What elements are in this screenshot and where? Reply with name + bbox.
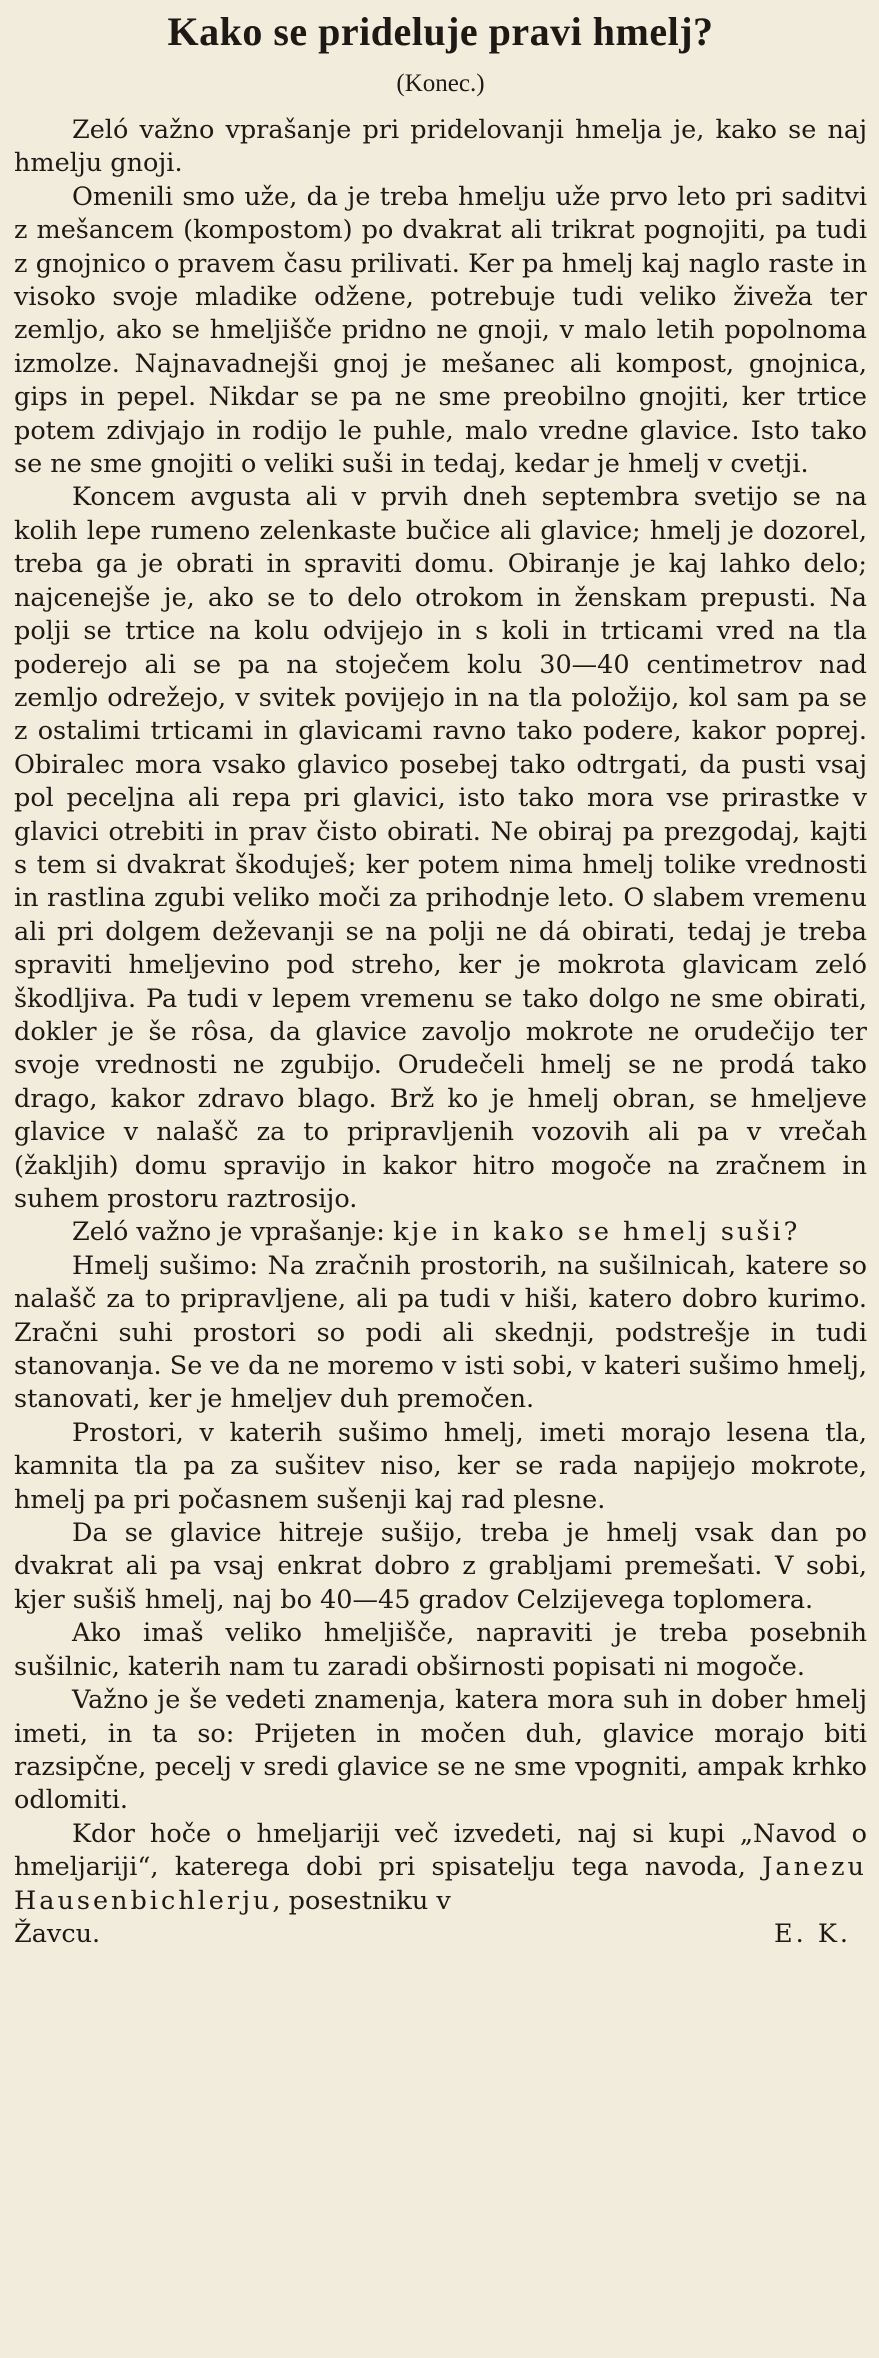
paragraph-further-reading	[14, 1818, 867, 1918]
closing-line	[14, 1918, 867, 1951]
signature: E. K.	[774, 1918, 851, 1949]
author-name: Janezu Hausenbichlerju	[14, 1852, 867, 1916]
drying-question-emphasis: kje in kako se hmelj suši?	[392, 1217, 801, 1248]
paragraph-drying-floors: Prostori, v katerih sušimo hmelj, imeti morajo lesena tla, kamnita tla pa za sušitev niso, ker se rada napijejo mokrote, hmelj pa pri počasnem sušenji kaj rad plesne.	[14, 1417, 867, 1515]
further-reading-lead: Kdor hoče o hmeljariji več izvedeti, naj si kupi „Navod o hmeljariji“, katerega dobi pri spisatelju tega navoda,	[14, 1818, 867, 1883]
paragraph-drying-houses: Ako imaš veliko hmeljišče, napraviti je treba posebnih sušilnic, katerih nam tu zaradi obširnosti popisati ni mogoče.	[14, 1618, 867, 1682]
paragraph-harvesting: Koncem avgusta ali v prvih dneh septembra svetijo se na kolih lepe rumeno zelenkaste bučice ali glavice; hmelj je dozorel, treba ga je obrati in spraviti domu. Obiranje je kaj lahko delo; najcenejše je, ako se to delo otrokom in ženskam prepusti. Na polji se trtice na kolu odvijejo in s koli in trticami vred na tla poderejo ali se pa na stoječem kolu 30—40 centimetrov nad zemljo odrežejo, v svitek povijejo in na tla položijo, kol sam pa se z ostalimi trticami in glavicami ravno tako podere, kakor poprej. Obiralec mora vsako glavico posebej tako odtrgati, da pusti vsaj pol peceljna ali repa pri glavici, isto tako mora vse prirastke v glavici otrebiti in prav čisto obirati. Ne obiraj pa prezgodaj, kajti s tem si dvakrat škoduješ; ker potem nima hmelj tolike vrednosti in rastlina zgubi veliko moči za prihodnje leto. O slabem vremenu ali pri dolgem deževanji se na polji ne dá obirati, tedaj je treba spraviti hmeljevino pod streho, ker je mokrota glavicam zeló škodljiva. Pa tudi v lepem vremenu se tako dolgo ne sme obirati, dokler je še rôsa, da glavice zavoljo mokrote ne orudečijo ter svoje vrednosti ne zgubijo. Orudečeli hmelj se ne prodá tako drago, kakor zdravo blago. Brž ko je hmelj obran, se hmeljeve glavice v nalašč za to pripravljenih vozovih ali pa v vrečah (žakljih) domu spravijo in kakor hitro mogoče na zračnem in suhem prostoru raztrosijo.	[14, 482, 867, 1214]
paragraph-drying-question	[14, 1216, 867, 1249]
drying-question-lead: Zeló važno je vprašanje:	[72, 1217, 393, 1248]
further-reading-tail: , posestniku v	[272, 1885, 451, 1916]
place-name: Žavcu.	[14, 1918, 101, 1949]
paragraph-fertilizing: Omenili smo uže, da je treba hmelju uže prvo leto pri saditvi z mešancem (kompostom) po dvakrat ali trikrat pognojiti, pa tudi z gnojnico o pravem času prilivati. Ker pa hmelj kaj naglo raste in visoko svoje mladike odžene, potrebuje tudi veliko živeža ter zemljo, ako se hmeljišče pridno ne gnoji, v malo letih popolnoma izmolze. Najnavadnejši gnoj je mešanec ali kompost, gnojnica, gips in pepel. Nikdar se pa ne sme preobilno gnojiti, ker trtice potem zdivjajo in rodijo le puhle, malo vredne glavice. Isto tako se ne sme gnojiti o veliki suši in tedaj, kedar je hmelj v cvetji.	[14, 181, 867, 480]
paragraph-quality-signs: Važno je še vedeti znamenja, katera mora suh in dober hmelj imeti, in ta so: Prijeten in močen duh, glavice morajo biti razsipčne, pecelj v sredi glavice se ne sme vpogniti, ampak krhko odlomiti.	[14, 1685, 867, 1816]
article-body	[14, 114, 867, 1951]
article-title: Kako se prideluje pravi hmelj?	[167, 9, 714, 54]
paragraph-fertilizing-question: Zeló važno vprašanje pri pridelovanji hmelja je, kako se naj hmelju gnoji.	[14, 115, 867, 179]
paragraph-drying-mixing: Da se glavice hitreje sušijo, treba je hmelj vsak dan po dvakrat ali pa vsaj enkrat dobro z grabljami premešati. V sobi, kjer sušiš hmelj, naj bo 40—45 gradov Celzijevega toplomera.	[14, 1518, 867, 1615]
article-subtitle: (Konec.)	[396, 70, 485, 97]
paragraph-drying-places: Hmelj sušimo: Na zračnih prostorih, na sušilnicah, katere so nalašč za to pripravljene, ali pa tudi v hiši, katero dobro kurimo. Zračni suhi prostori so podi ali skednji, podstrešje in tudi stanovanja. Se ve da ne moremo v isti sobi, v kateri sušimo hmelj, stanovati, ker je hmeljev duh premočen.	[14, 1250, 867, 1415]
